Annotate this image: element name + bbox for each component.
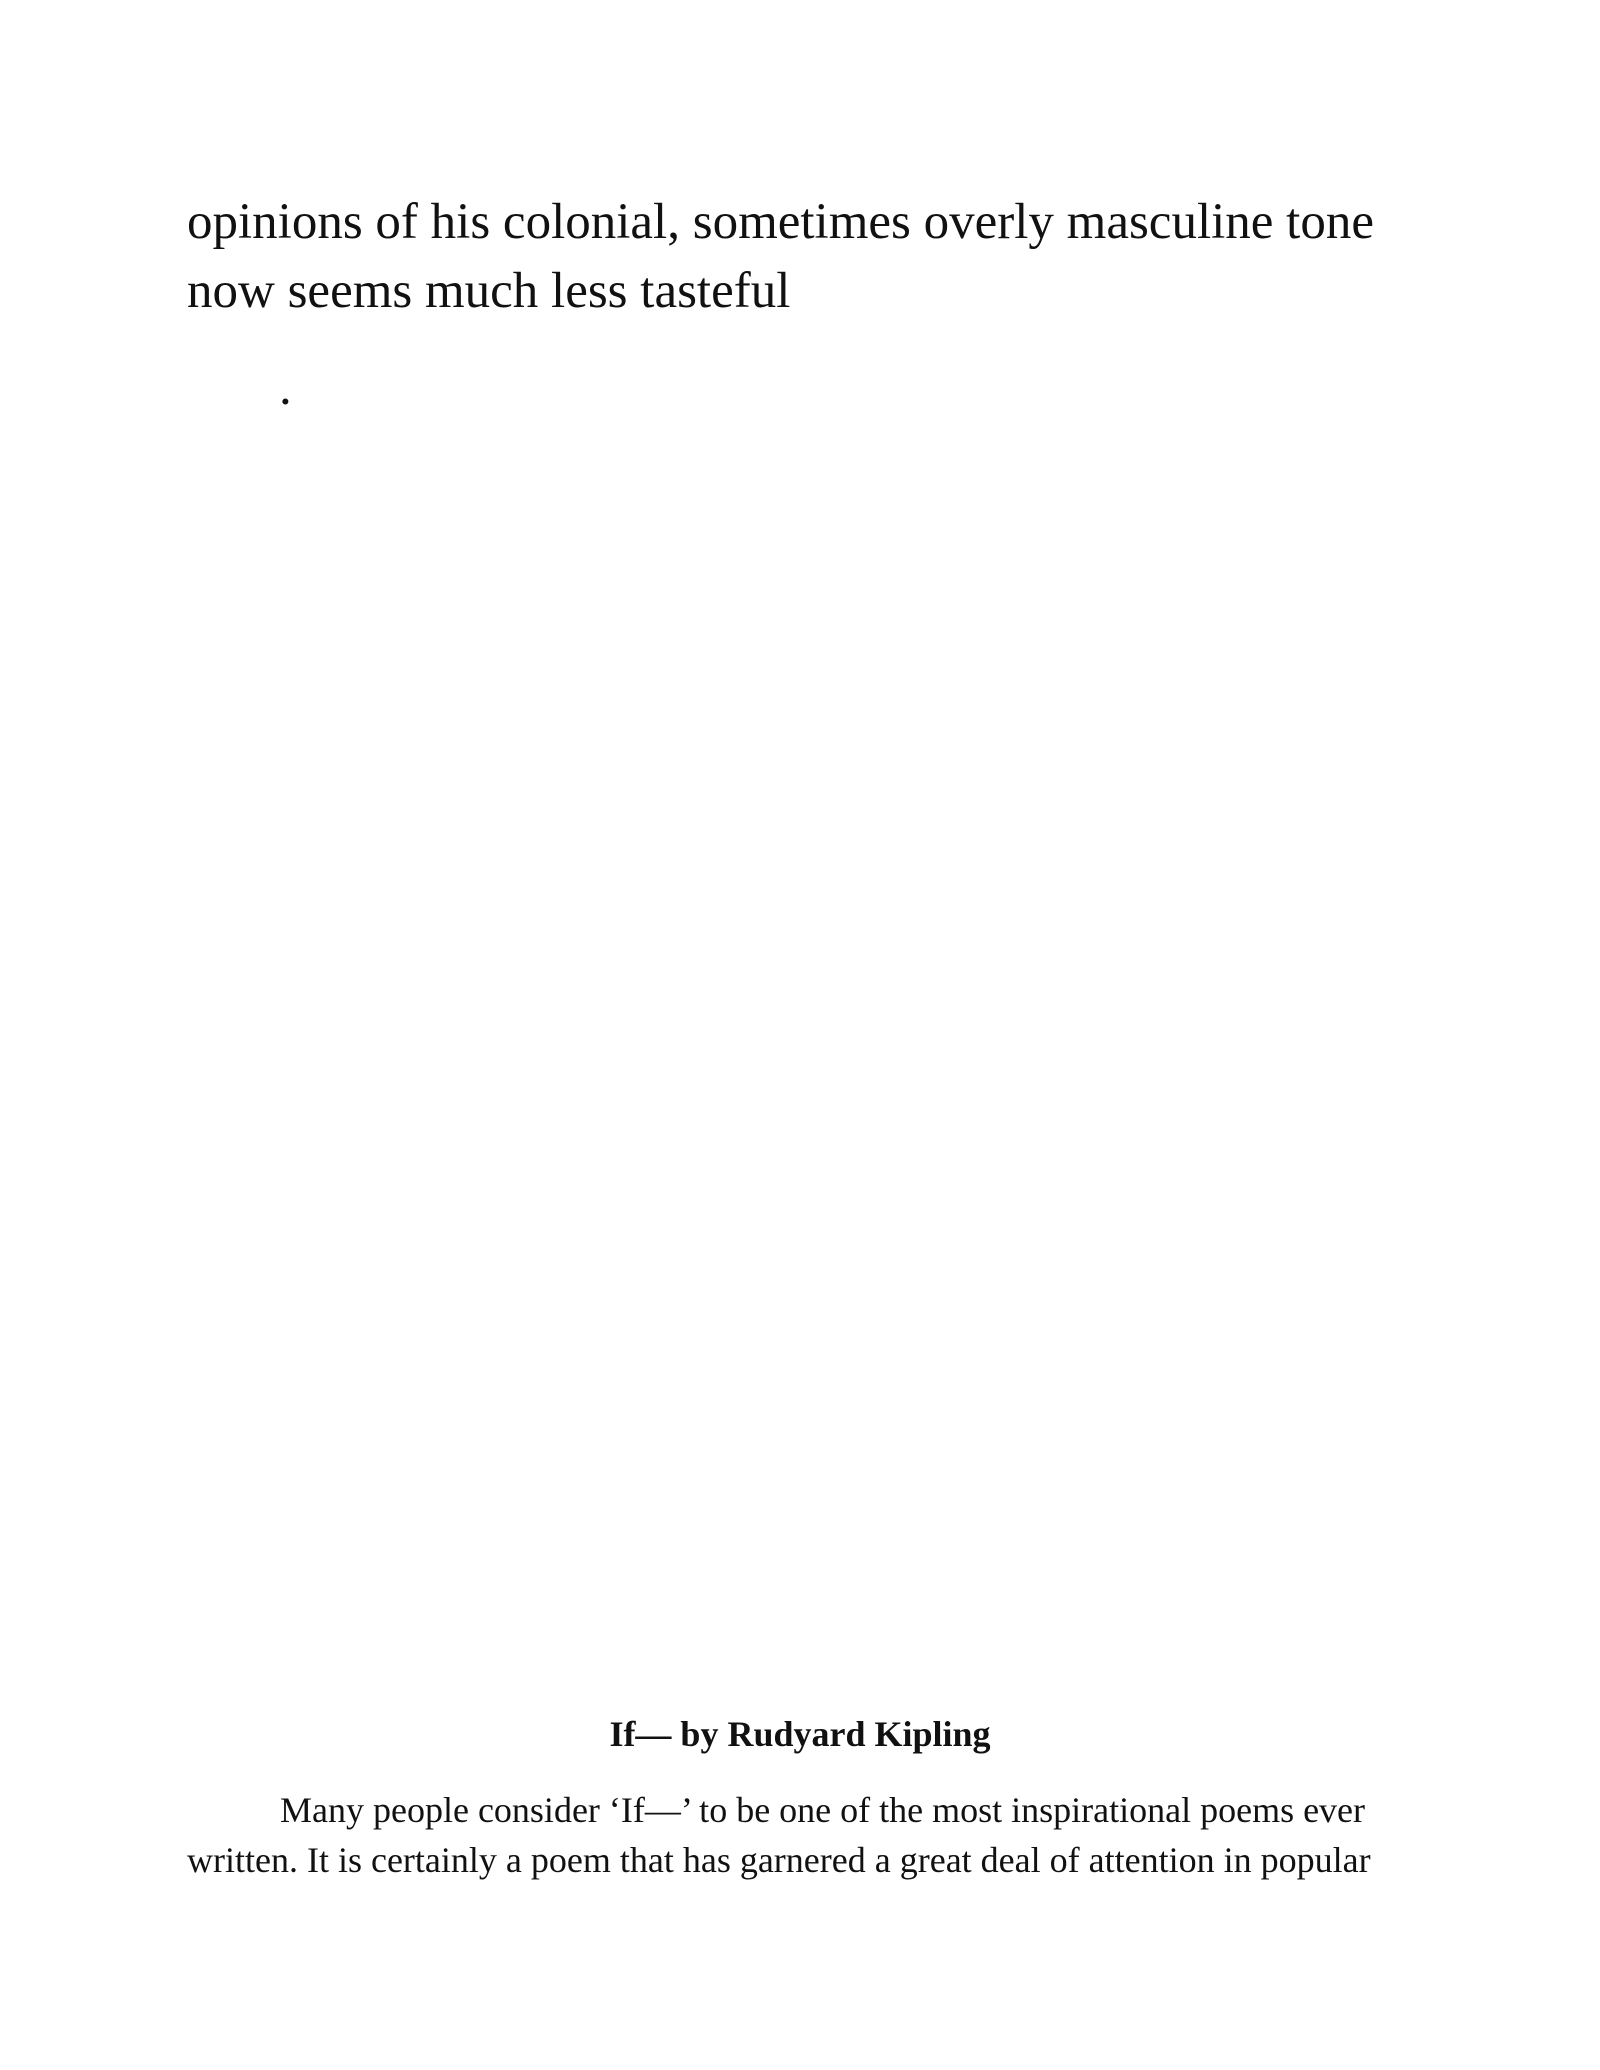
continued-paragraph <box>187 188 1447 326</box>
paragraph-line: now seems much less tasteful <box>187 263 791 319</box>
section-heading: If— by Rudyard Kipling <box>609 1714 991 1754</box>
stray-period: . <box>279 360 292 416</box>
paragraph-line: opinions of his colonial, sometimes overly masculine tone <box>187 194 1374 250</box>
body-paragraph <box>187 1785 1447 1885</box>
paragraph-line: written. It is certainly a poem that has garnered a great deal of attention in popular <box>187 1840 1371 1880</box>
paragraph-line: Many people consider ‘If—’ to be one of the most inspirational poems ever <box>280 1790 1366 1830</box>
